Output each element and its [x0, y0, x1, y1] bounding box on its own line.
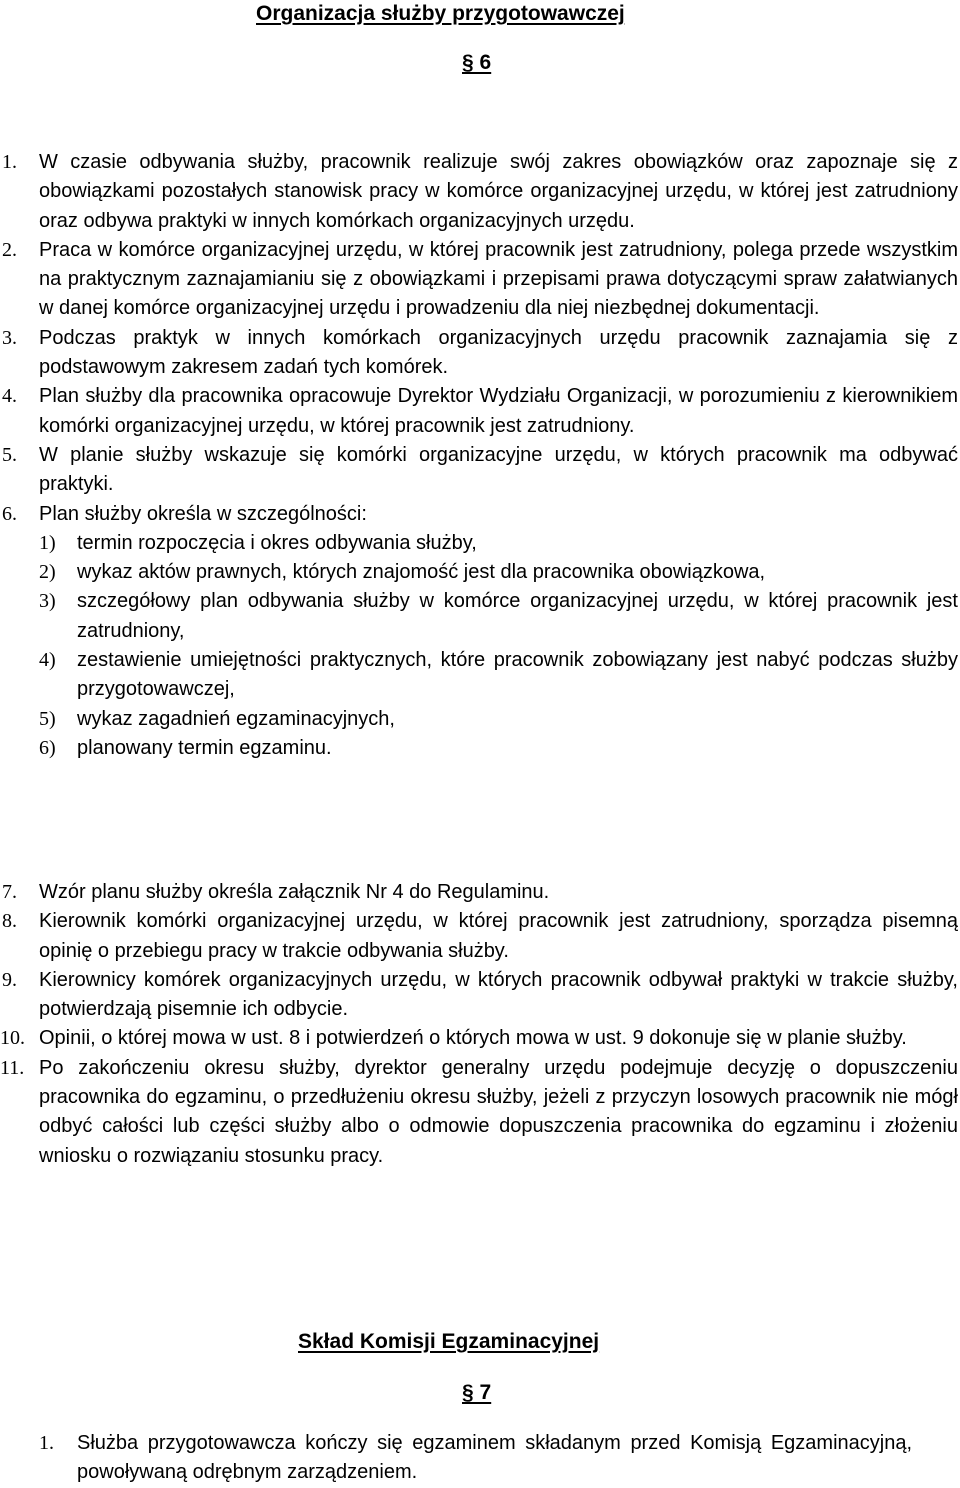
list-item	[0, 907, 960, 966]
item-text: Służba przygotowawcza kończy się egzaminem składanym przed Komisją Egzaminacyjną, powoływaną odrębnym zarządzeniem.	[77, 1432, 912, 1484]
section-6-title: Organizacja służby przygotowawczej	[256, 2, 625, 25]
item-number: 9.	[2, 968, 17, 991]
section-6-list-continued	[0, 878, 960, 1171]
subitem-text: wykaz aktów prawnych, których znajomość jest dla pracownika obowiązkowa,	[77, 561, 766, 584]
item-number: 8.	[2, 910, 17, 933]
item-number: 3.	[2, 326, 17, 349]
item-text: Praca w komórce organizacyjnej urzędu, w której pracownik jest zatrudniony, polega przede wszystkim na praktycznym zaznajamianiu się z obowiązkami i przepisami prawa dotyczącymi spraw załatwianych w danej komórce organizacyjnej urzędu i prowadzeniu dla niej niezbędnej dokumentacji.	[39, 238, 958, 320]
item-text: Kierownik komórki organizacyjnej urzędu, w której pracownik jest zatrudniony, sporządza pisemną opinię o przebiegu pracy w trakcie odbywania służby.	[39, 910, 958, 962]
sub-list-item	[0, 705, 960, 734]
subitem-number: 2)	[39, 561, 56, 584]
item-text: W planie służby wskazuje się komórki organizacyjne urzędu, w których pracownik ma odbywać praktyki.	[39, 443, 958, 496]
item-number: 1.	[39, 1432, 54, 1454]
subitem-number: 6)	[39, 736, 56, 759]
subitem-number: 3)	[39, 590, 56, 613]
item-number: 4.	[2, 385, 17, 408]
section-7-paragraph-mark: § 7	[462, 1381, 492, 1404]
list-item	[0, 1024, 960, 1053]
list-item	[0, 1429, 960, 1488]
item-number: 11.	[0, 1056, 25, 1079]
subitem-text: termin rozpoczęcia i okres odbywania służby,	[77, 531, 477, 554]
item-text: Plan służby określa w szczególności:	[39, 502, 367, 525]
subitem-text: planowany termin egzaminu.	[77, 736, 332, 759]
item-number: 6.	[2, 502, 17, 525]
item-number: 7.	[2, 881, 17, 903]
subitem-number: 1)	[39, 531, 56, 554]
subitem-text: wykaz zagadnień egzaminacyjnych,	[77, 707, 395, 730]
subitem-number: 4)	[39, 649, 56, 672]
list-item	[0, 324, 960, 383]
section-6-paragraph-mark: § 6	[462, 51, 492, 74]
list-item	[0, 236, 960, 324]
item-text: Kierownicy komórek organizacyjnych urzędu, w których pracownik odbywał praktyki w trakcie służby, potwierdzają pisemnie ich odbycie.	[39, 968, 958, 1021]
section-7-list	[0, 1429, 960, 1488]
item-number: 10.	[0, 1027, 25, 1050]
item-text: Plan służby dla pracownika opracowuje Dyrektor Wydziału Organizacji, w porozumieniu z kierownikiem komórki organizacyjnej urzędu, w której pracownik jest zatrudniony.	[39, 385, 958, 437]
item-number: 1.	[2, 151, 17, 173]
sub-list-item	[0, 587, 960, 646]
sub-list-item	[0, 558, 960, 587]
item-text: W czasie odbywania służby, pracownik realizuje swój zakres obowiązków oraz zapoznaje się z obowiązkami pozostałych stanowisk pracy w komórce organizacyjnej urzędu, w której jest zatrudniony oraz odbywa praktyki w innych komórkach organizacyjnych urzędu.	[39, 151, 958, 232]
list-item	[0, 878, 960, 907]
item-text: Podczas praktyk w innych komórkach organizacyjnych urzędu pracownik zaznajamia się z podstawowym zakresem zadań tych komórek.	[39, 326, 958, 379]
sub-list-item	[0, 734, 960, 763]
sub-list-item	[0, 529, 960, 558]
subitem-number: 5)	[39, 707, 56, 730]
sub-list-item	[0, 646, 960, 705]
item-text: Po zakończeniu okresu służby, dyrektor generalny urzędu podejmuje decyzję o dopuszczeniu pracownika do egzaminu, o przedłużeniu okresu służby, jeżeli z przyczyn losowych pracownik nie mógł odbyć całości lub części służby albo o odmowie dopuszczenia pracownika do egzaminu i złożeniu wniosku o rozwiązaniu stosunku pracy.	[39, 1056, 958, 1167]
subitem-text: zestawienie umiejętności praktycznych, które pracownik zobowiązany jest nabyć podczas służby przygotowawczej,	[77, 649, 958, 701]
list-item	[0, 148, 960, 236]
list-item	[0, 966, 960, 1025]
section-7-title: Skład Komisji Egzaminacyjnej	[298, 1330, 600, 1353]
item-text: Wzór planu służby określa załącznik Nr 4 do Regulaminu.	[39, 881, 550, 903]
item-number: 2.	[2, 238, 17, 261]
item-number: 5.	[2, 443, 17, 466]
item-text: Opinii, o której mowa w ust. 8 i potwierdzeń o których mowa w ust. 9 dokonuje się w planie służby.	[39, 1027, 907, 1050]
list-item	[0, 382, 960, 441]
list-item	[0, 500, 960, 529]
list-item	[0, 441, 960, 500]
list-item	[0, 1054, 960, 1171]
subitem-text: szczegółowy plan odbywania służby w komórce organizacyjnej urzędu, w której pracownik jest zatrudniony,	[77, 590, 958, 642]
section-6-list	[0, 148, 960, 763]
